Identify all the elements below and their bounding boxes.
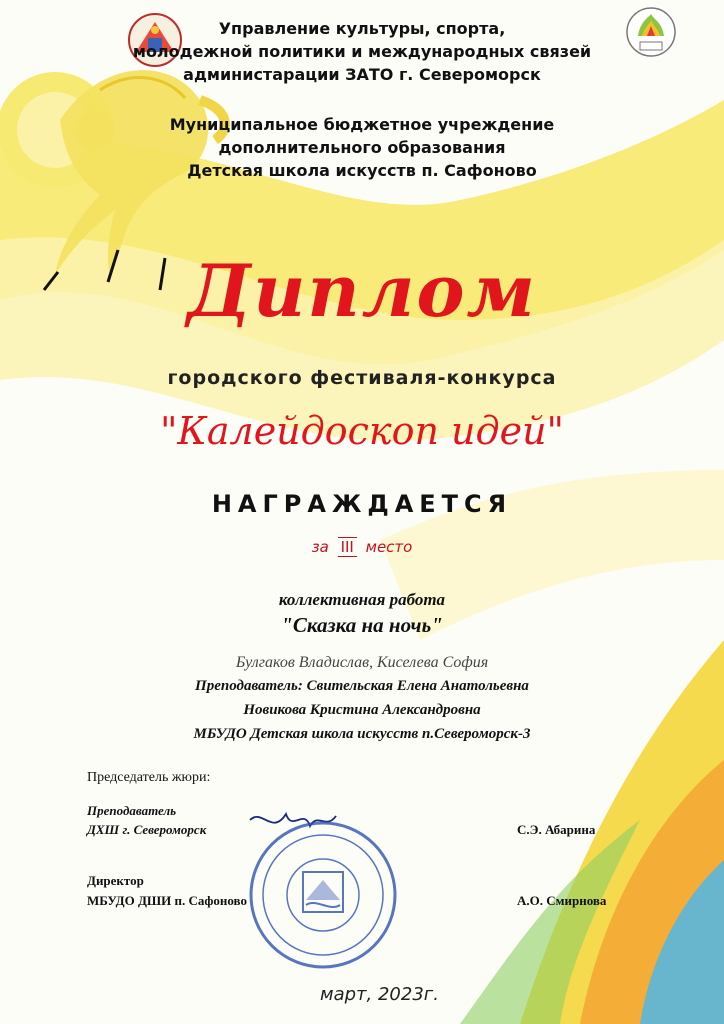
diploma-title: Диплом — [187, 248, 537, 333]
header-line-6: Детская школа искусств п. Сафоново — [187, 161, 537, 180]
work-title: "Сказка на ночь" — [281, 613, 443, 637]
jury-name: С.Э. Абарина — [517, 822, 596, 837]
header-line-5: дополнительного образования — [218, 138, 506, 157]
teacher-2: Новикова Кристина Александровна — [243, 702, 481, 718]
header-line-1: Управление культуры, спорта, — [218, 19, 506, 38]
issue-date: март, 2023г. — [320, 984, 439, 1005]
jury-chair-label: Председатель жюри: — [87, 770, 211, 785]
contest-name: "Калейдоскоп идей" — [159, 409, 565, 453]
work-authors: Булгаков Владислав, Киселева София — [235, 654, 489, 671]
place-awarded — [0, 537, 724, 557]
awarded-heading: НАГРАЖДАЕТСЯ — [211, 490, 513, 518]
header-line-3: администарации ЗАТО г. Североморск — [183, 65, 541, 84]
director-role-1: Директор — [87, 873, 144, 888]
jury-role-1: Преподаватель — [87, 803, 177, 818]
director-role-2: МБУДО ДШИ п. Сафоново — [87, 893, 247, 908]
place-suffix: место — [365, 538, 413, 556]
header-line-4: Муниципальное бюджетное учреждение — [169, 115, 555, 134]
school-name: МБУДО Детская школа искусств п.Североморск-3 — [193, 726, 531, 742]
director-name: А.О. Смирнова — [517, 893, 607, 908]
place-prefix: за — [311, 538, 329, 556]
festival-subtitle: городского фестиваля-конкурса — [167, 367, 557, 389]
jury-role-2: ДХШ г. Североморск — [87, 822, 207, 837]
work-type: коллективная работа — [278, 590, 446, 609]
teacher-line: Преподаватель: Свительская Елена Анатольевна — [195, 678, 529, 694]
header-line-2: молодежной политики и международных связей — [132, 42, 592, 61]
place-roman: III — [338, 537, 357, 557]
